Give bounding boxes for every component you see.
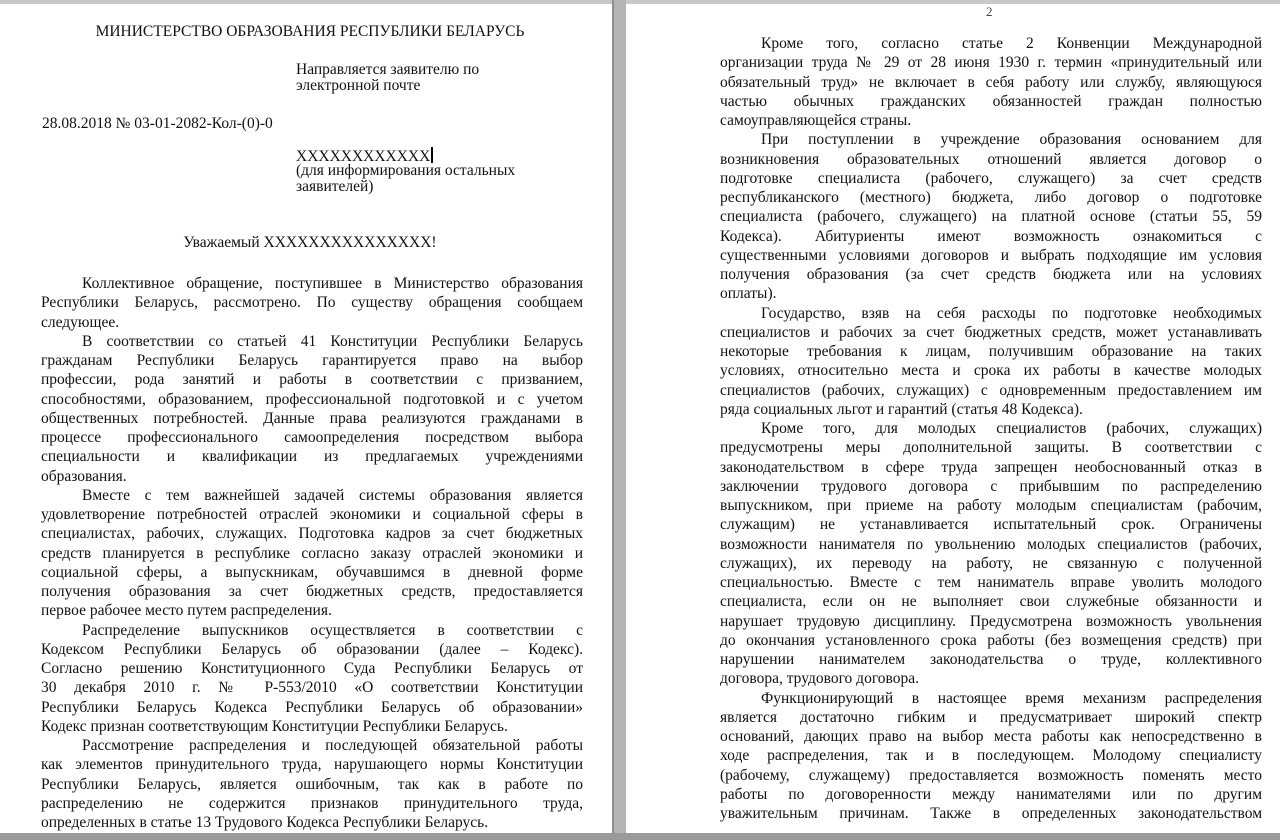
paragraph-line: Кодекса). Абитуриенты имеют возможность ознакомиться с — [720, 227, 1262, 245]
paragraph-line: В соответствии со статьей 41 Конституции Республики Беларусь — [82, 332, 583, 350]
paragraph-line: специалистов (рабочих, служащих) с одновременным предоставлением им — [720, 381, 1262, 399]
paragraph-line: как элементов принудительного труда, нарушающего нормы Конституции — [41, 756, 583, 774]
paragraph-line: специалиста (рабочего, служащего) на платной основе (статьи 55, 59 — [720, 208, 1262, 226]
paragraph-line: процессе профессионального самоопределения посредством выбора — [41, 429, 583, 446]
paragraph-line: уважительным причинам. Также в определенных законодательством — [720, 805, 1262, 822]
paragraph-line: специалиста, если он не выполняет свои служебные обязанности и — [720, 593, 1262, 611]
greeting: Уважаемый XXXXXXXXXXXXXXX! — [183, 234, 437, 251]
paragraph-line: ряда социальных льгот и гарантий (статья 48 Кодекса). — [720, 400, 1083, 418]
paragraph-line: Кодексом Республики Беларусь об образовании (далее – Кодекс). — [41, 640, 583, 658]
paragraph-line: ходе распределения, так и в последующем. Молодому специалисту — [720, 747, 1262, 765]
sent-note-line-1: Направляется заявителю по — [296, 61, 480, 78]
paragraph-line: служащим) не устанавливается испытательный срок. Ограничены — [720, 516, 1262, 534]
paragraph-line: подготовке специалиста (рабочего, служащего) за счет средств — [720, 169, 1262, 187]
paragraph-line: Коллективное обращение, поступившее в Министерство образования — [82, 275, 583, 292]
paragraph-line: Согласно решению Конституционного Суда Республики Беларусь от — [41, 660, 583, 677]
paragraph-line: Республики Беларусь, является ошибочным, так как в работе по — [41, 775, 583, 793]
paragraph — [720, 689, 1262, 824]
paragraph-line: следующее. — [41, 313, 120, 331]
paragraph-line: условиях, относительно места и срока их работы в качестве молодых — [720, 362, 1262, 380]
paragraph-line: социальной сферы, а выпускникам, обучавшимся в дневной форме — [41, 563, 583, 581]
sent-note-line-2: электронной почте — [296, 77, 421, 94]
document-reference: 28.08.2018 № 03-01-2082-Кол-(0)-0 — [42, 115, 273, 132]
paragraph-line: оснований, дающих право на выбор места работы как непосредственно в — [720, 728, 1262, 745]
paragraph-line: возникновения образовательных отношений является договор о — [720, 150, 1262, 168]
paragraph-line: существенными условиями договоров и выбрать подходящие им условия — [720, 246, 1262, 264]
paragraph-line: Кроме того, согласно статье 2 Конвенции Международной — [761, 35, 1262, 52]
paragraph-line: специальностью. Вместе с тем наниматель вправе уволить молодого — [720, 574, 1262, 591]
paragraph — [41, 486, 583, 621]
paragraph — [720, 34, 1262, 130]
paragraph-line: некоторые требования к лицам, получившим образование на таких — [720, 343, 1262, 360]
paragraph-line: общественных потребностей. Данные права реализуются гражданами в — [41, 409, 583, 427]
paragraph-line: Кроме того, для молодых специалистов (рабочих, служащих) — [761, 420, 1262, 437]
paragraph — [720, 304, 1262, 420]
paragraph-line: оплаты). — [720, 285, 777, 303]
paragraph-line: образования. — [41, 467, 127, 485]
page-number: 2 — [986, 4, 993, 19]
letter-body-page-1 — [41, 274, 583, 832]
addressee-note-line-1: (для информирования остальных — [296, 162, 516, 179]
paragraph-line: профессии, рода занятий и работы в соответствии с призванием, — [41, 371, 583, 389]
paragraph-line: распределению не содержится признаков принудительного труда, — [41, 794, 583, 812]
letter-body-page-2 — [720, 34, 1262, 823]
paragraph-line: определенных в статье 13 Трудового Кодекса Республики Беларусь. — [41, 814, 489, 831]
paragraph-line: заключении трудового договора с прибывшим по распределению — [720, 477, 1262, 495]
page-separator — [612, 0, 626, 840]
paragraph-line: договора, трудового договора. — [720, 670, 920, 688]
paragraph-line: получения образования за счет бюджетных средств, предоставляется — [41, 583, 583, 600]
paragraph-line: Республики Беларусь, рассмотрено. По существу обращения сообщаем — [41, 294, 583, 312]
document-page-2[interactable] — [626, 4, 1280, 833]
paragraph-line: Функционирующий в настоящее время механизм распределения — [761, 689, 1262, 707]
paragraph — [720, 130, 1262, 303]
paragraph-line: 30 декабря 2010 г. № Р-553/2010 «О соответствии Конституции — [41, 679, 583, 697]
paragraph-line: способностями, образованием, профессиональной подготовкой и с учетом — [41, 390, 583, 408]
paragraph-line: частью обычных гражданских обязанностей граждан полностью — [720, 92, 1262, 110]
paragraph — [41, 621, 583, 737]
paragraph-line: удовлетворение потребностей отраслей экономики и социальной сферы в — [41, 506, 583, 523]
ministry-heading: МИНИСТЕРСТВО ОБРАЗОВАНИЯ РЕСПУБЛИКИ БЕЛАРУСЬ — [95, 23, 525, 40]
paragraph-line: Рассмотрение распределения и последующей обязательной работы — [82, 737, 583, 754]
paragraph-line: предусмотрены меры дополнительной защиты. В соответствии с — [720, 439, 1262, 457]
paragraph — [41, 736, 583, 832]
paragraph-line: средств планируется в республике согласно заказу отраслей экономики и — [41, 544, 583, 562]
paragraph-line: до окончания установленного срока работы (без возмещения средств) при — [720, 631, 1262, 649]
window-bottom-edge — [0, 833, 1280, 840]
paragraph-line: первое рабочее место путем распределения. — [41, 602, 332, 620]
addressee-name: XXXXXXXXXXXX — [296, 148, 431, 165]
paragraph-line: (рабочему, служащему) предоставляется возможность поменять место — [720, 766, 1262, 784]
paragraph-line: Кодекс признан соответствующим Конституции Республики Беларусь. — [41, 717, 508, 735]
paragraph-line: служащих), их переводу на работу, не связанную с полученной — [720, 554, 1262, 572]
paragraph-line: организации труда № 29 от 28 июня 1930 г. термин «принудительный или — [720, 54, 1262, 72]
paragraph-line: Распределение выпускников осуществляется в соответствии с — [82, 621, 583, 639]
paragraph-line: обязательный труд» не включает в себя работу или службу, являющуюся — [720, 73, 1262, 91]
paragraph — [720, 419, 1262, 689]
paragraph-line: специалистов и рабочих за счет бюджетных средств, может устанавливать — [720, 323, 1262, 341]
paragraph-line: нарушении нанимателем законодательства о труде, коллективного — [720, 651, 1262, 668]
paragraph-line: гражданам Республики Беларусь гарантируется право на выбор — [41, 352, 583, 369]
paragraph-line: Государство, взяв на себя расходы по подготовке необходимых — [761, 304, 1262, 322]
paragraph-line: Республики Беларусь Кодекса Республики Беларусь об образовании» — [41, 698, 583, 716]
paragraph-line: работы по договоренности между нанимателями или по другим — [720, 785, 1262, 803]
text-cursor — [431, 147, 433, 163]
paragraph-line: законодательством в сфере труда запрещен необоснованный отказ в — [720, 458, 1262, 476]
paragraph — [41, 332, 583, 486]
addressee-note-line-2: заявителей) — [296, 178, 374, 195]
paragraph-line: республиканского (местного) бюджета, либо договор о подготовке — [720, 189, 1262, 206]
paragraph-line: возможности нанимателя по увольнению молодых специалистов (рабочих, — [720, 535, 1262, 553]
paragraph-line: Вместе с тем важнейшей задачей системы образования является — [82, 486, 583, 504]
document-page-1[interactable] — [0, 4, 612, 833]
paragraph-line: самоуправляющейся страны. — [720, 112, 912, 129]
paragraph — [41, 274, 583, 332]
paragraph-line: При поступлении в учреждение образования основанием для — [761, 131, 1262, 149]
paragraph-line: выпускником, при приеме на работу молодым специалистам (рабочим, — [720, 497, 1262, 514]
paragraph-line: специальности и квалификации из предлагаемых учреждениями — [41, 448, 583, 466]
paragraph-line: получения образования (за счет средств бюджета или на условиях — [720, 266, 1262, 283]
paragraph-line: нарушает трудовую дисциплину. Предусмотрена возможность увольнения — [720, 612, 1262, 630]
paragraph-line: является достаточно гибким и предусматривает широкий спектр — [720, 708, 1262, 726]
paragraph-line: специалистах, рабочих, служащих. Подготовка кадров за счет бюджетных — [41, 525, 583, 543]
